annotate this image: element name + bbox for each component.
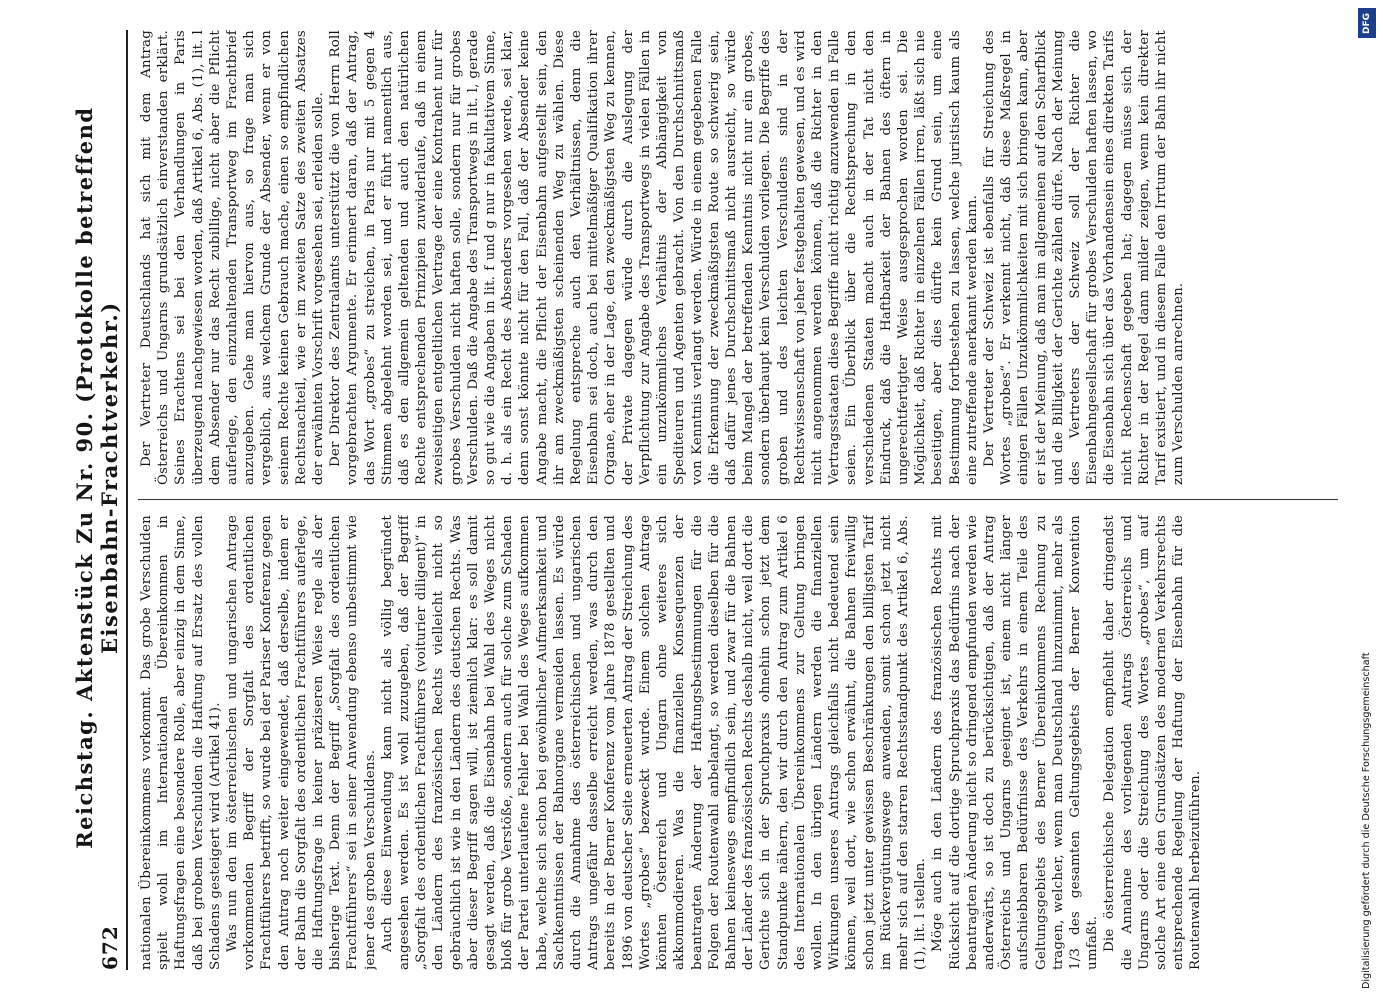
digitization-note: Digitalisierung gefördert durch die Deutsche Forschungsgemeinschaft [1361,652,1372,989]
paragraph: Der Vertreter Deutschlands hat sich mit dem Antrag Österreichs und Ungarns grundsätzlich einverstanden erklärt. Seines Erachtens sei bei den Verhandlungen in Paris überzeugend nachgewiesen worden, daß Artikel 6, Abs. (1), lit. l dem Absender nur das Recht zubillige, nicht aber die Pflicht auferlege, den einzuhaltenden Transportweg im Frachtbrief anzugeben. Gehe man hiervon aus, so frage man sich vergeblich, aus welchem Grunde der Absender, wenn er von seinem Rechte keinen Gebrauch mache, einen so empfindlichen Rechtsnachteil, wie er im zweiten Satze des zweiten Absatzes der erwähnten Vorschrift vorgesehen sei, erleiden solle. [139,30,327,485]
page-content [72,30,1348,970]
page-number: 672 [98,925,122,970]
dfg-logo: DFG [1358,8,1376,38]
paragraph: Möge auch in den Ländern des französischen Rechts mit Rücksicht auf die dortige Spruchpraxis das Bedürfnis nach der beantragten Änderung nicht so dringend empfunden werden wie anderwärts, so ist doch zu berücksichtigen, daß der Antrag Österreichs und Ungarns geeignet ist, einem nicht länger aufschiebbaren Bedürfnisse des Verkehrs in einem Teile des Geltungsgebiets des Berner Übereinkommens Rechnung zu tragen, welcher, wenn man Deutschland hinzunimmt, mehr als 1/3 des gesamten Geltungsgebiets der Berner Konvention umfaßt. [930,515,1101,970]
page-title: Reichstag. Aktenstück Zu Nr. 90. (Protokolle betreffend Eisenbahn-Frachtverkehr.) [72,106,122,849]
paragraph: Der Vertreter der Schweiz ist ebenfalls für Streichung des Wortes „grobes“. Er verkennt nicht, daß diese Maßregel in einigen Fällen Unzukömmlichkeiten mit sich bringen kann, aber er ist der Meinung, daß man im allgemeinen auf den Scharfblick und die Billigkeit der Gerichte zählen dürfe. Nach der Meinung des Vertreters der Schweiz soll der Richter die Eisenbahngesellschaft für grobes Verschulden haften lassen, wo die Eisenbahn sich über das Vorhandensein eines direkten Tarifs nicht Rechenschaft gegeben hat; dagegen müsse sich der Richter in der Regel dann milder zeigen, wenn kein direkter Tarif existiert, und in diesem Falle den Irrtum der Bahn ihr nicht zum Verschulden anrechnen. [981,30,1187,485]
paragraph: Was nun den im österreichischen und ungarischen Antrage vorkommenden Begriff der Sorgfalt des ordentlichen Frachtführers betrifft, so wurde bei der Pariser Konferenz gegen den Antrag noch weiter eingewendet, daß derselbe, indem er der Bahn die Sorgfalt des ordentlichen Frachtführers auferlege, die Haftungsfrage in keiner präziseren Weise regle als der bisherige Text. Denn der Begriff „Sorgfalt des ordentlichen Frachtführers“ sei in seiner Anwendung ebenso unbestimmt wie jener des groben Verschuldens. [225,515,378,970]
paragraph: Der Direktor des Zentralamts unterstützt die von Herrn Roll vorgebrachten Argumente. Er erinnert daran, daß der Antrag, das Wort „grobes“ zu streichen, in Paris nur mit 5 gegen 4 Stimmen abgelehnt worden sei, und er führt namentlich aus, daß es den allgemein geltenden und auch den natürlichen Rechte entsprechenden Prinzipien zuwiderlaufe, daß in einem zweiseitigen entgeltlichen Vertrage der eine Kontrahent nur für grobes Verschulden nicht haften solle, sondern nur für grobes Verschulden. Daß die Angabe des Transportwegs in lit. l, gerade so gut wie die Angaben in lit. f und g nur in fakultativem Sinne, d. h. als ein Recht des Absenders vorgesehen werde, sei klar, denn sonst könnte nicht für den Fall, daß der Absender keine Angabe macht, die Pflicht der Eisenbahn aufgestellt sein, den ihr am zweckmäßigsten scheinenden Weg zu wählen. Diese Regelung entspreche auch den Verhältnissen, denn die Eisenbahn sei doch, auch bei mittelmäßiger Qualifikation ihrer Organe, eher in der Lage, den zweckmäßigsten Weg zu kennen, der Private dagegen würde durch die Auslegung der Verpflichtung zur Angabe des Transportwegs in vielen Fällen in ein unzukömmliches Verhältnis der Abhängigkeit von Spediteuren und Agenten gebracht. Von den Durchschnittsmaß von Kenntnis verlangt werden. Würde in einem gegebenen Falle die Erkennung der zweckmäßigsten Route so schwierig sein, daß dafür jenes Durchschnittsmaß nicht ausreicht, so würde beim Mangel der betreffenden Kenntnis nicht nur ein grobes, sondern überhaupt kein Verschulden vorliegen. Die Begriffe des groben und des leichten Verschuldens sind in der Rechtswissenschaft von jeher festgehalten gewesen, und es wird nicht angenommen werden können, daß die Richter in den Vertragsstaaten diese Begriffe nicht richtig anzuwenden in Falle seien. Ein Überblick über die Rechtsprechung in den verschiedenen Staaten macht auch in der Tat nicht den Eindruck, daß die Haftbarkeit der Bahnen des öftern in ungerechtfertigter Weise ausgesprochen worden sei. Die Möglichkeit, daß Richter in einzelnen Fällen irren, läßt sich nie beseitigen, aber dies dürfte kein Grund sein, um eine Bestimmung fortbestehen zu lassen, welche juristisch kaum als eine zutreffende anerkannt werden kann. [328,30,980,485]
left-column [138,515,1338,970]
page-header [72,30,128,970]
document-page [72,30,1348,970]
paragraph: Auch diese Einwendung kann nicht als völlig begründet angesehen werden. Es ist wohl zuzugeben, daß der Begriff „Sorgfalt des ordentlichen Frachtführers (voiturier diligent)“ in den Ländern des französischen Rechts vielleicht nicht so gebräuchlich ist wie in den Ländern des deutschen Rechts. Was aber dieser Begriff sagen will, ist ziemlich klar: es soll damit gesagt werden, daß die Eisenbahn bei Wahl des Weges nicht bloß für grobe Verstöße, sondern auch für solche zum Schaden der Partei unterlaufene Fehler bei Wahl des Weges aufkommen habe, welche sich schon bei gewöhnlicher Aufmerksamkeit und Sachkenntnissen der Bahnorgane vermeiden lassen. Es würde durch die Annahme des österreichischen und ungarischen Antrags ungefähr dasselbe erreicht werden, was durch den bereits in der Berner Konferenz vom Jahre 1878 gestellten und 1896 von deutscher Seite erneuerten Antrag der Streichung des Wortes „grobes“ bezweckt wurde. Einem solchen Antrage könnten Österreich und Ungarn ohne weiteres sich akkommodieren. Was die finanziellen Konsequenzen der beantragten Änderung der Haftungsbestimmungen für die Folgen der Routenwahl anbelangt, so werden dieselben für die Bahnen keineswegs empfindlich sein, und zwar für die Bahnen der Länder des französischen Rechts deshalb nicht, weil dort die Gerichte sich in der Spruchpraxis ohnehin schon jetzt dem Standpunkte nähern, den wir durch den Antrag zum Artikel 6 des Internationalen Übereinkommens zur Geltung bringen wollen. In den übrigen Ländern werden die finanziellen Wirkungen unseres Antrags gleichfalls nicht bedeutend sein können, weil dort, wie schon erwähnt, die Bahnen freiwillig schon jetzt unter gewissen Beschränkungen den billigsten Tarif im Rückvergütungswege anwenden, somit schon jetzt nicht mehr sich auf den starren Rechtsstandpunkt des Artikel 6, Abs. (1), lit. l stellen. [379,515,929,970]
paragraph: Die österreichische Delegation empfiehlt daher dringendst die Annahme des vorliegenden Antrags Österreichs und Ungarns oder die Streichung des Wortes „grobes“, um auf solche Art eine den Grundsätzen des modernen Verkehrsrechts entsprechende Regelung der Haftung der Eisenbahn für die Routenwahl herbeizuführen. [1102,515,1204,970]
paragraph: nationalen Übereinkommens vorkommt. Das grobe Verschulden spielt wohl im Internationalen Übereinkommen in Haftungsfragen eine besondere Rolle, aber einzig in dem Sinne, daß bei grobem Verschulden die Haftung auf Ersatz des vollen Schadens gesteigert wird (Artikel 41). [139,515,223,970]
column-divider [138,500,1338,501]
right-column [138,30,1338,485]
text-columns [138,30,1338,970]
